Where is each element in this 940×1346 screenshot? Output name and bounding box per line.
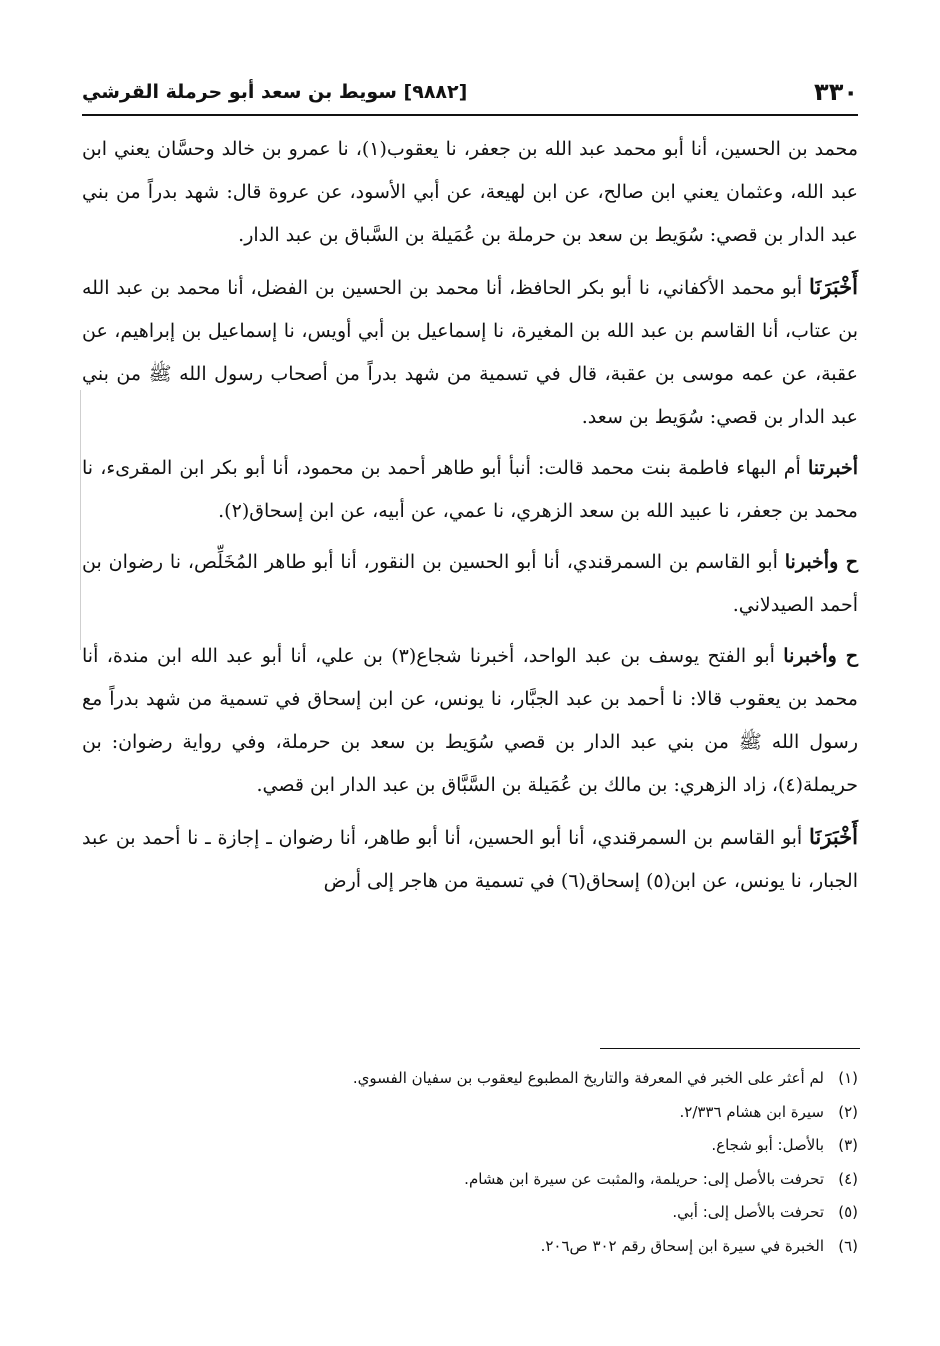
footnote-text: لم أعثر على الخبر في المعرفة والتاريخ المطبوع ليعقوب بن سفيان الفسوي. — [352, 1069, 824, 1087]
paragraph-lead: أَخْبَرَنَا — [809, 824, 858, 849]
paragraph — [82, 635, 858, 807]
footnote — [82, 1163, 858, 1197]
footnote — [82, 1129, 858, 1163]
running-title: [٩٨٨٢] سويط بن سعد أبو حرملة القرشي — [82, 81, 468, 103]
footnote-number: (١) — [838, 1069, 858, 1087]
footnote-text: الخبرة في سيرة ابن إسحاق رقم ٣٠٢ ص٢٠٦. — [540, 1236, 824, 1255]
footnote-rule — [600, 1048, 860, 1049]
paragraph-text: أبو القاسم بن السمرقندي، أنا أبو الحسين بن النقور، أنا أبو طاهر المُخَلِّص، نا رضوان بن أحمد الصيدلاني. — [82, 551, 858, 616]
footnote — [82, 1096, 858, 1130]
footnote-number: (٤) — [838, 1169, 858, 1188]
main-text — [82, 128, 858, 1028]
paragraph-text: أبو القاسم بن السمرقندي، أنا أبو الحسين، أنا أبو طاهر، أنا رضوان ـ إجازة ـ نا أحمد بن عبد الجبار، نا يونس، عن ابن(٥) إسحاق(٦) في تسمية من هاجر إلى أرض — [82, 827, 858, 892]
paragraph-text: محمد بن الحسين، أنا أبو محمد عبد الله بن جعفر، نا يعقوب(١)، نا عمرو بن خالد وحسَّان يعني ابن عبد الله، وعثمان يعني ابن صالح، عن ابن لهيعة، عن أبي الأسود، عن عروة قال: شهد بدراً من بني عبد الدار بن قصي: سُوَيط بن سعد بن حرملة بن عُمَيلة بن السَّباق بن عبد الدار. — [82, 138, 858, 246]
paragraph-lead: ح وأخبرنا — [783, 645, 858, 667]
footnote — [82, 1230, 858, 1264]
page-header — [82, 72, 858, 112]
paragraph — [82, 541, 858, 627]
footnote — [82, 1062, 858, 1096]
footnotes — [82, 1062, 858, 1263]
footnote-text: بالأصل: أبو شجاع. — [711, 1136, 824, 1154]
paragraph — [82, 447, 858, 533]
footnote-text: سيرة ابن هشام ٢/٣٣٦. — [679, 1102, 824, 1121]
paragraph-lead: أخبرتنا — [807, 457, 858, 479]
footnote — [82, 1196, 858, 1230]
paragraph-lead: ح وأخبرنا — [784, 551, 859, 573]
paragraph-text: أبو محمد الأكفاني، نا أبو بكر الحافظ، أنا محمد بن الحسين بن الفضل، أنا محمد بن عبد الله بن عتاب، أنا القاسم بن عبد الله بن المغيرة، نا إسماعيل بن أبي أويس، نا إسماعيل بن إبراهيم، عن عقبة، عن عمه موسى بن عقبة، قال في تسمية من شهد بدراً من أصحاب رسول الله ﷺ من بني عبد الدار بن قصي: سُوَيط بن سعد. — [82, 277, 858, 428]
paragraph-text: أبو الفتح يوسف بن عبد الواحد، أخبرنا شجاع(٣) بن علي، أنا أبو عبد الله ابن مندة، أنا محمد بن يعقوب قالا: نا أحمد بن عبد الجبَّار، نا يونس، عن ابن إسحاق في تسمية من شهد بدراً مع رسول الله ﷺ من بني عبد الدار بن قصي سُوَيط بن سعد بن حرملة، وفي رواية رضوان: بن حريملة(٤)، زاد الزهري: بن مالك بن عُمَيلة بن السَّبَّاق بن عبد الدار ابن قصي. — [82, 645, 858, 796]
header-rule — [82, 114, 858, 116]
paragraph — [82, 265, 858, 439]
footnote-text: تحرفت بالأصل إلى: أبي. — [672, 1203, 824, 1221]
paragraph — [82, 815, 858, 903]
paragraph — [82, 128, 858, 257]
page-number: ٣٣٠ — [814, 78, 858, 106]
footnote-number: (٥) — [838, 1203, 858, 1221]
paragraph-lead: أَخْبَرَنَا — [809, 274, 858, 299]
footnote-number: (٣) — [838, 1136, 858, 1154]
footnote-text: تحرفت بالأصل إلى: حريلمة، والمثبت عن سيرة ابن هشام. — [464, 1169, 824, 1188]
margin-line — [80, 390, 81, 650]
footnote-number: (٢) — [838, 1102, 858, 1121]
paragraph-text: أم البهاء فاطمة بنت محمد قالت: أنبأ أبو طاهر أحمد بن محمود، أنا أبو بكر ابن المقرىء، نا محمد بن جعفر، نا عبيد الله بن سعد الزهري، نا عمي، عن أبيه، عن ابن إسحاق(٢). — [82, 457, 858, 522]
footnote-number: (٦) — [838, 1236, 858, 1255]
